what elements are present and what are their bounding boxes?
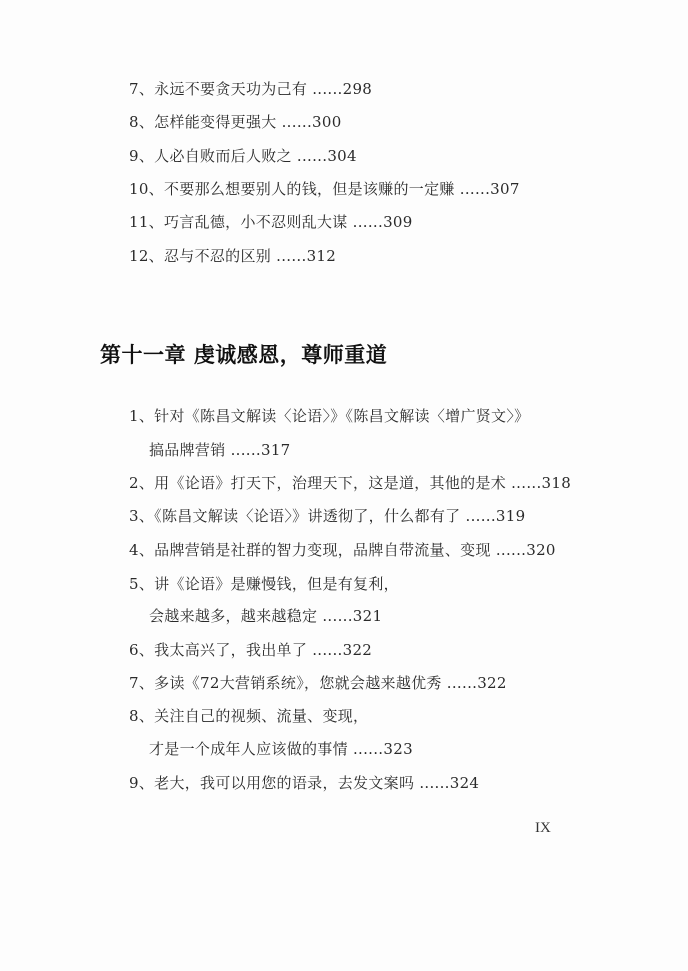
toc-entry-continuation: 搞品牌营销 ......317 [149, 441, 291, 459]
toc-entry-continuation: 会越来越多，越来越稳定 ......321 [149, 607, 383, 625]
toc-entry: 2、用《论语》打天下，治理天下，这是道，其他的是术 ......318 [129, 474, 572, 492]
toc-entry: 3、《陈昌文解读〈论语〉》讲透彻了，什么都有了 ......319 [129, 507, 526, 525]
toc-entry: 7、多读《72大营销系统》，您就会越来越优秀 ......322 [129, 674, 507, 692]
chapter-title: 第十一章 虔诚感恩，尊师重道 [100, 342, 388, 367]
toc-entry: 5、讲《论语》是赚慢钱，但是有复利， [129, 575, 399, 593]
toc-entry: 11、巧言乱德，小不忍则乱大谋 ......309 [129, 213, 413, 231]
toc-entry: 12、忍与不忍的区别 ......312 [129, 247, 337, 265]
toc-entry: 10、不要那么想要别人的钱，但是该赚的一定赚 ......307 [129, 180, 520, 198]
toc-entry: 9、人必自败而后人败之 ......304 [129, 147, 357, 165]
toc-entry: 8、关注自己的视频、流量、变现， [129, 707, 369, 725]
toc-entry: 7、永远不要贪天功为己有 ......298 [129, 80, 373, 98]
toc-entry: 8、怎样能变得更强大 ......300 [129, 113, 342, 131]
toc-entry: 1、针对《陈昌文解读〈论语〉》《陈昌文解读〈增广贤文〉》 [129, 407, 530, 425]
toc-entry: 9、老大，我可以用您的语录，去发文案吗 ......324 [129, 774, 480, 792]
toc-entry: 6、我太高兴了，我出单了 ......322 [129, 641, 373, 659]
toc-entry-continuation: 才是一个成年人应该做的事情 ......323 [149, 740, 413, 758]
page-number: IX [535, 820, 551, 836]
toc-entry: 4、品牌营销是社群的智力变现，品牌自带流量、变现 ......320 [129, 541, 556, 559]
